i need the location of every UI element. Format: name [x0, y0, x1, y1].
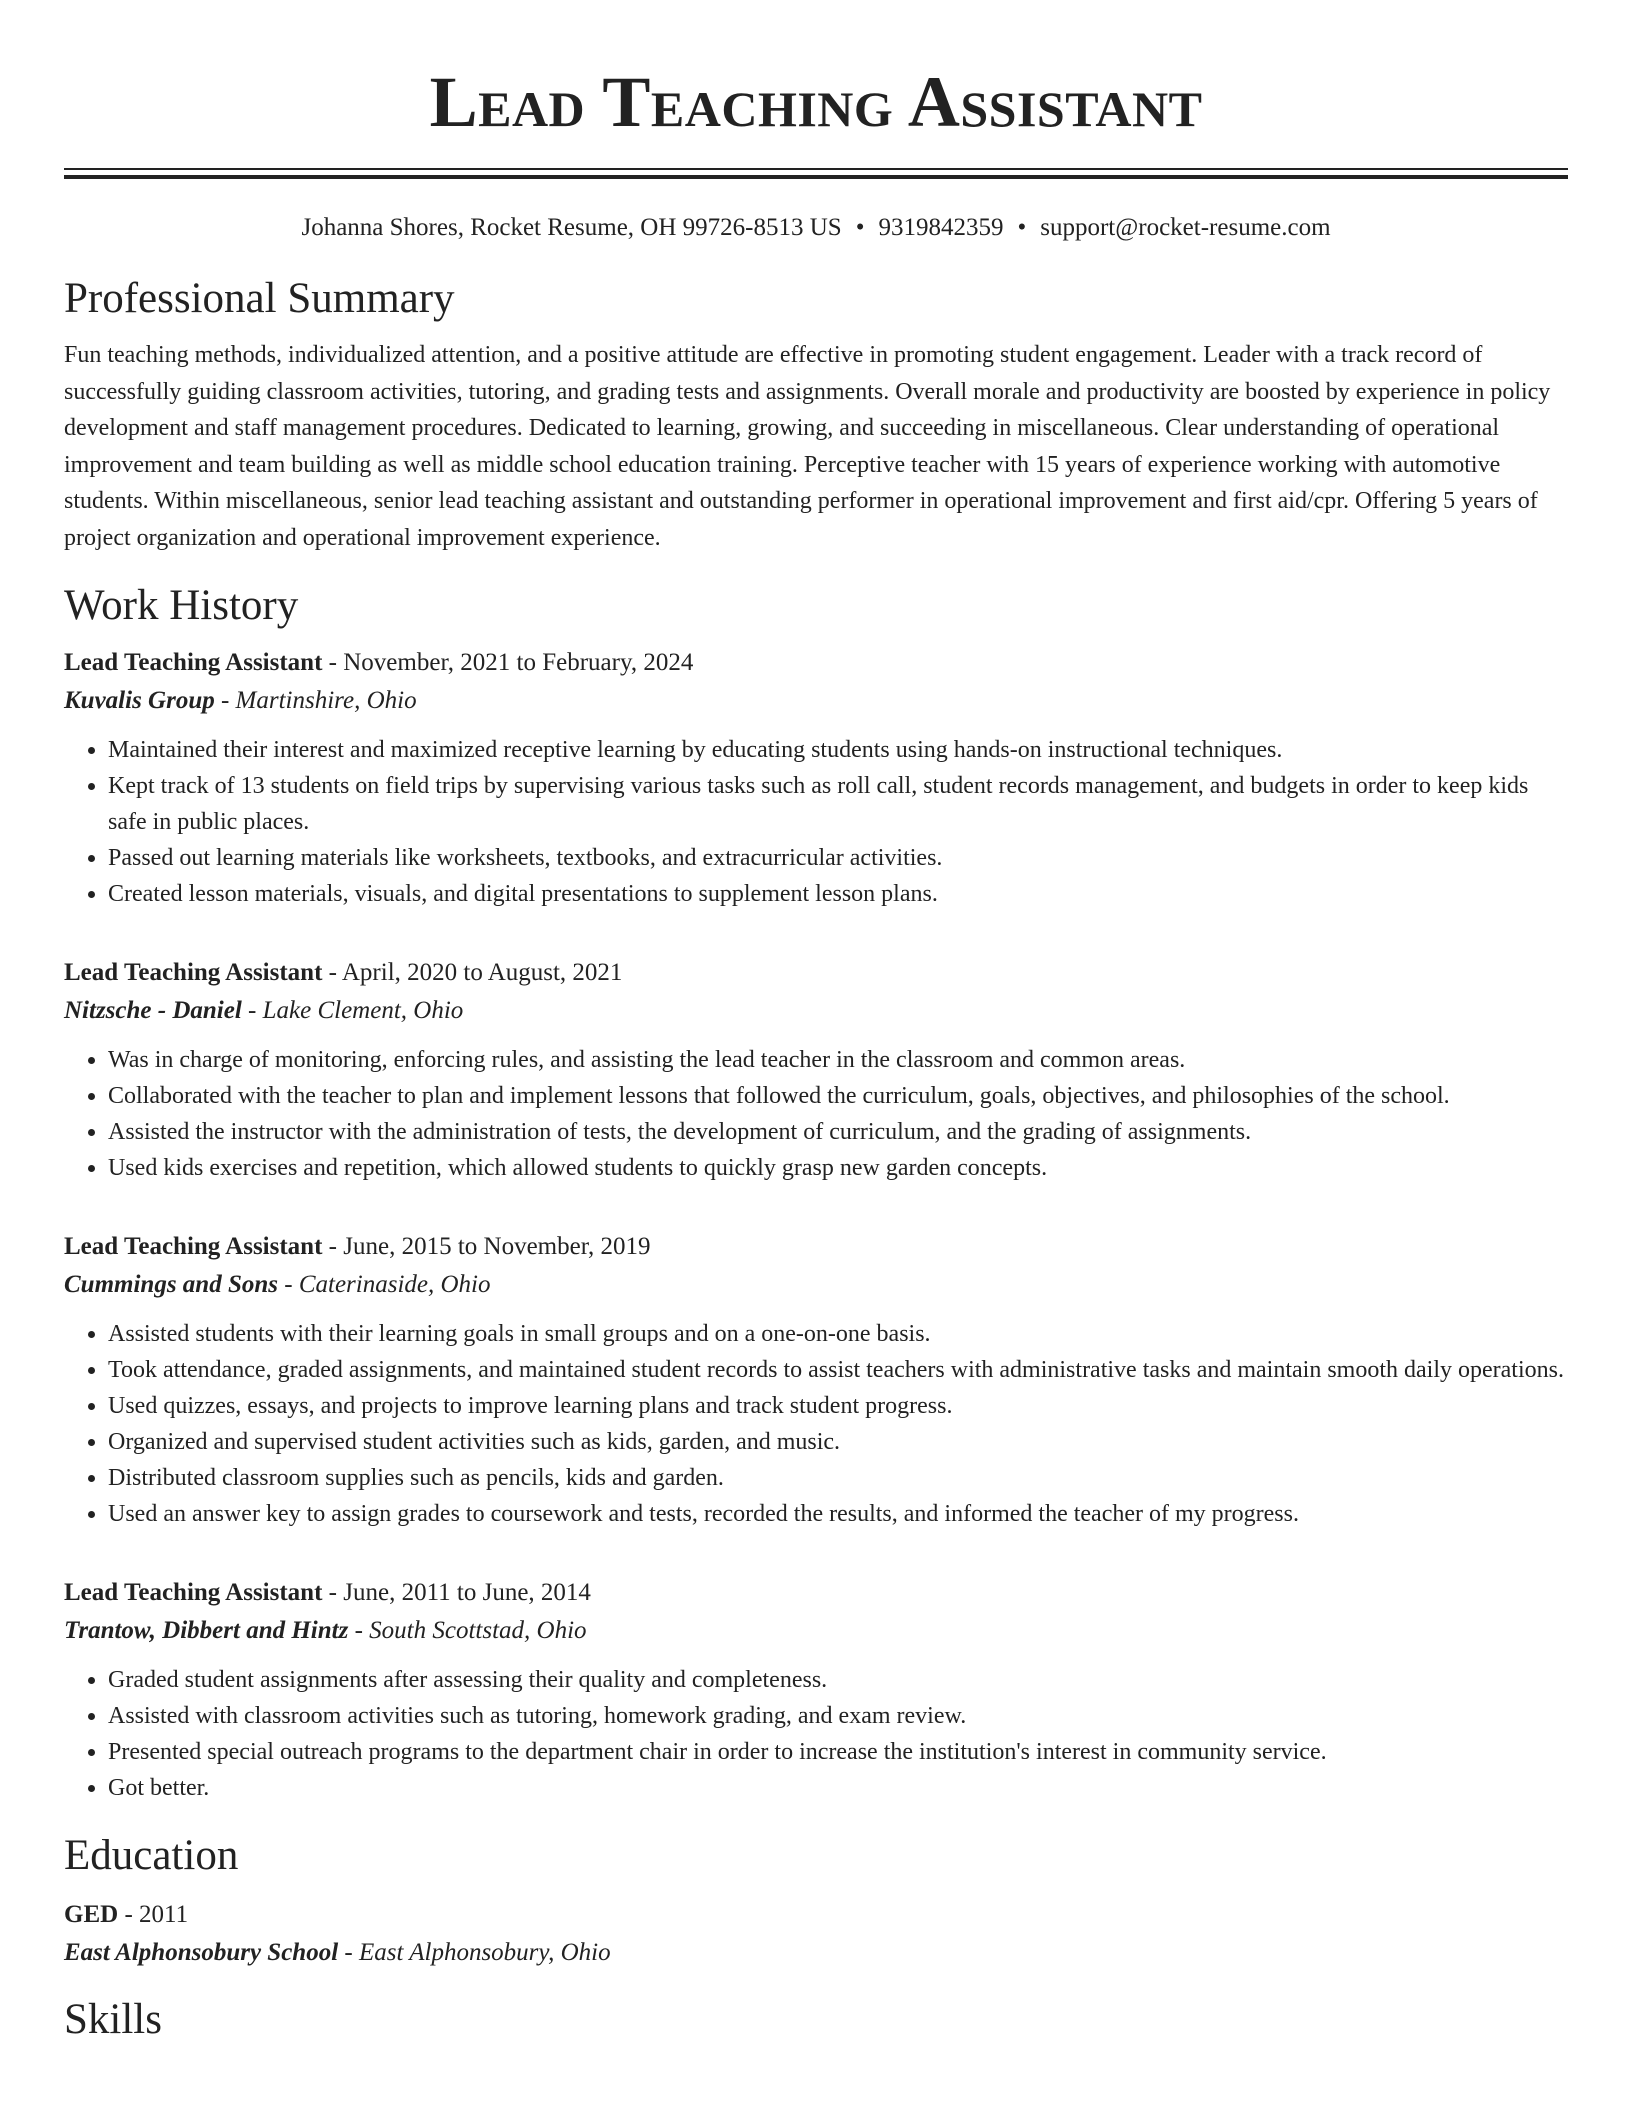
job-dates: - June, 2015 to November, 2019: [322, 1233, 651, 1260]
job-employer: [64, 1266, 1568, 1304]
resume-title: Lead Teaching Assistant: [429, 62, 1203, 142]
contact-address: Johanna Shores, Rocket Resume, OH 99726-8513 US: [301, 214, 842, 241]
job-company: Kuvalis Group: [64, 687, 215, 714]
job-company: Cummings and Sons: [64, 1271, 278, 1298]
job-bullet: • Graded student assignments after assessing their quality and completeness.: [108, 1662, 1568, 1698]
job-employer: [64, 682, 1568, 720]
job-company: Nitzsche - Daniel: [64, 997, 242, 1024]
job-header: [64, 1228, 1568, 1266]
contact-line: [64, 213, 1568, 243]
job-header: [64, 954, 1568, 992]
job-header: [64, 644, 1568, 682]
job-entry: [64, 644, 1568, 912]
job-location: - Martinshire, Ohio: [214, 687, 417, 714]
contact-email: support@rocket-resume.com: [1040, 214, 1331, 241]
skills-heading: Skills: [64, 1996, 162, 2043]
job-bullets: [64, 1316, 1568, 1532]
job-location: - Caterinaside, Ohio: [278, 1271, 491, 1298]
job-bullet: • Assisted students with their learning goals in small groups and on a one-on-one basis.: [108, 1316, 1568, 1352]
job-bullet: • Collaborated with the teacher to plan and implement lessons that followed the curriculum, goals, objectives, and philosophies of the school.: [108, 1078, 1568, 1114]
contact-separator: •: [1017, 214, 1027, 241]
job-title: Lead Teaching Assistant: [64, 1579, 323, 1606]
job-bullet: • Took attendance, graded assignments, and maintained student records to assist teachers with administrative tasks and maintain smooth daily operations.: [108, 1352, 1568, 1388]
job-bullet: • Assisted with classroom activities such as tutoring, homework grading, and exam review.: [108, 1698, 1568, 1734]
contact-phone: 9319842359: [878, 214, 1004, 241]
job-bullet: • Kept track of 13 students on field trips by supervising various tasks such as roll call, student records management, and budgets in order to keep kids safe in public places.: [108, 768, 1568, 840]
job-title: Lead Teaching Assistant: [64, 1233, 323, 1260]
job-dates: - June, 2011 to June, 2014: [322, 1579, 591, 1606]
job-bullet: • Maintained their interest and maximized receptive learning by educating students using hands-on instructional techniques.: [108, 732, 1568, 768]
job-entry: [64, 1228, 1568, 1532]
summary-heading: Professional Summary: [64, 275, 455, 322]
job-bullet: • Organized and supervised student activities such as kids, garden, and music.: [108, 1424, 1568, 1460]
title-divider-thick: [64, 175, 1568, 179]
job-bullet: • Used quizzes, essays, and projects to improve learning plans and track student progress.: [108, 1388, 1568, 1424]
job-company: Trantow, Dibbert and Hintz: [64, 1617, 349, 1644]
job-header: [64, 1574, 1568, 1612]
job-bullet: • Presented special outreach programs to the department chair in order to increase the institution's interest in community service.: [108, 1734, 1568, 1770]
job-dates: - April, 2020 to August, 2021: [322, 959, 623, 986]
job-bullet: • Was in charge of monitoring, enforcing rules, and assisting the lead teacher in the classroom and common areas.: [108, 1042, 1568, 1078]
resume-page: [64, 0, 1568, 2046]
job-bullet: • Got better.: [108, 1770, 1568, 1806]
job-location: - South Scottstad, Ohio: [348, 1617, 587, 1644]
education-degree-line: [64, 1896, 1568, 1934]
job-dates: - November, 2021 to February, 2024: [322, 649, 694, 676]
education-heading: Education: [64, 1832, 239, 1879]
contact-separator: •: [855, 214, 865, 241]
job-title: Lead Teaching Assistant: [64, 649, 323, 676]
job-entry: [64, 1574, 1568, 1806]
education-year: - 2011: [118, 1901, 189, 1928]
work-history-heading: Work History: [64, 582, 299, 629]
job-title: Lead Teaching Assistant: [64, 959, 323, 986]
job-bullet: • Passed out learning materials like worksheets, textbooks, and extracurricular activities.: [108, 840, 1568, 876]
title-divider-thin: [64, 168, 1568, 170]
job-bullets: [64, 732, 1568, 912]
education-school: East Alphonsobury School: [64, 1939, 339, 1966]
job-employer: [64, 1612, 1568, 1650]
education-degree: GED: [64, 1901, 119, 1928]
job-bullet: • Assisted the instructor with the administration of tests, the development of curriculum, and the grading of assignments.: [108, 1114, 1568, 1150]
job-bullet: • Used kids exercises and repetition, which allowed students to quickly grasp new garden concepts.: [108, 1150, 1568, 1186]
job-bullet: • Used an answer key to assign grades to coursework and tests, recorded the results, and informed the teacher of my progress.: [108, 1496, 1568, 1532]
job-bullets: [64, 1662, 1568, 1806]
job-bullet: • Created lesson materials, visuals, and digital presentations to supplement lesson plans.: [108, 876, 1568, 912]
job-bullets: [64, 1042, 1568, 1186]
education-location: - East Alphonsobury, Ohio: [338, 1939, 611, 1966]
job-bullet: • Distributed classroom supplies such as pencils, kids and garden.: [108, 1460, 1568, 1496]
job-location: - Lake Clement, Ohio: [241, 997, 464, 1024]
summary-text: Fun teaching methods, individualized attention, and a positive attitude are effective in promoting student engagement. Leader with a track record of successfully guiding classroom activities, tutoring, and grading tests and assignments. Overall morale and productivity are boosted by experience in policy development and staff management procedures. Dedicated to learning, growing, and succeeding in miscellaneous. Clear understanding of operational improvement and team building as well as middle school education training. Perceptive teacher with 15 years of experience working with automotive students. Within miscellaneous, senior lead teaching assistant and outstanding performer in operational improvement and first aid/cpr. Offering 5 years of project organization and operational improvement experience.: [64, 342, 1551, 551]
education-entry: [64, 1896, 1568, 1972]
job-employer: [64, 992, 1568, 1030]
job-entry: [64, 954, 1568, 1186]
education-school-line: [64, 1934, 1568, 1972]
